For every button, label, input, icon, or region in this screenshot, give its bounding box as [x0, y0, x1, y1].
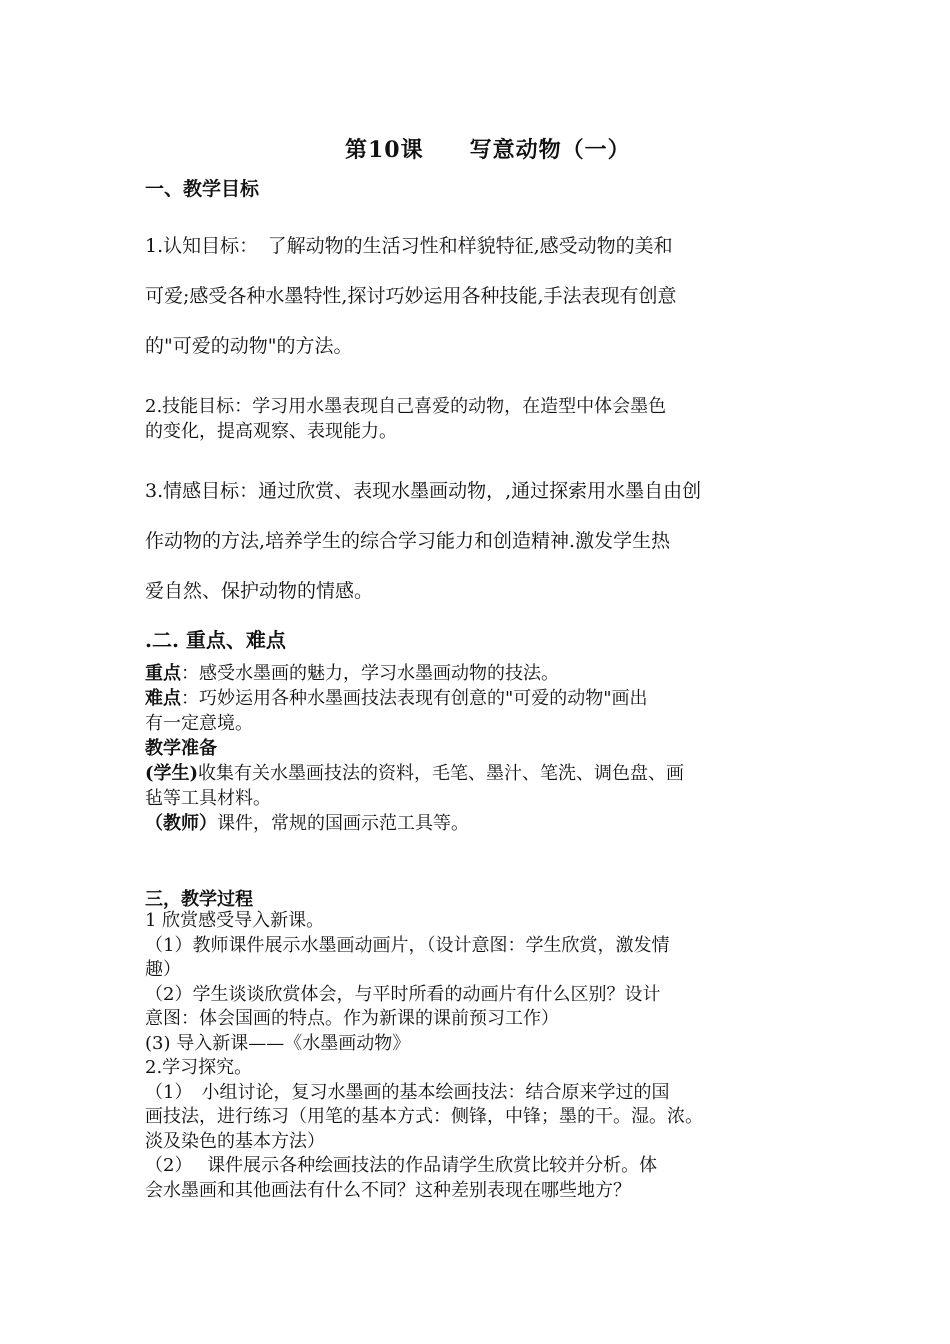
difficulty-text: ：巧妙运用各种水墨画技法表现有创意的"可爱的动物"画出	[181, 688, 648, 709]
text-line: 1 欣赏感受导入新课。	[145, 910, 325, 931]
text-line: 趣）	[145, 959, 181, 980]
text-line: (3) 导入新课——《水墨画动物》	[145, 1032, 411, 1054]
teacher-label: （教师）	[145, 813, 217, 834]
text-line: 3.情感目标：通过欣赏、表现水墨画动物，,通过探索用水墨自由创	[145, 480, 702, 502]
lesson-title: 第10课 写意动物（一）	[345, 137, 631, 163]
key-point-line	[145, 661, 810, 686]
teacher-text: 课件，常规的国画示范工具等。	[217, 813, 469, 834]
student-prep-line	[145, 761, 810, 786]
goal-cognitive	[145, 221, 810, 371]
text-line: 作动物的方法,培养学生的综合学习能力和创造精神.激发学生热	[145, 530, 671, 552]
text-line: 1.认知目标： 了解动物的生活习性和样貌特征,感受动物的美和	[145, 235, 673, 257]
section-heading-key-points: .二. 重点、难点	[145, 628, 286, 652]
text-line: （1）教师课件展示水墨画动画片，（设计意图：学生欣赏，激发情	[145, 934, 670, 956]
key-point-label: 重点	[145, 663, 181, 684]
text-line: 的变化，提高观察、表现能力。	[145, 421, 397, 442]
text-line: 2.技能目标：学习用水墨表现自己喜爱的动物，在造型中体会墨色	[145, 396, 667, 417]
difficulty-label: 难点	[145, 688, 181, 709]
text-line: 2.学习探究。	[145, 1057, 253, 1078]
text-line: 淡及染色的基本方法）	[145, 1130, 325, 1152]
difficulty-line	[145, 686, 810, 711]
student-text: 收集有关水墨画技法的资料，毛笔、墨汁、笔洗、调色盘、画	[198, 763, 685, 784]
text-line: 意图：体会国画的特点。作为新课的课前预习工作）	[145, 1008, 559, 1029]
teacher-prep-line	[145, 811, 810, 836]
student-label: (学生)	[145, 763, 199, 784]
process-block	[145, 909, 810, 1203]
key-points-block	[145, 661, 810, 836]
text-line: 的"可爱的动物"的方法。	[145, 335, 353, 357]
key-point-text: ：感受水墨画的魅力，学习水墨画动物的技法。	[181, 663, 559, 684]
text-line: 可爱;感受各种水墨特性,探讨巧妙运用各种技能,手法表现有创意	[145, 285, 677, 307]
text-line: 会水墨画和其他画法有什么不同？这种差别表现在哪些地方？	[145, 1179, 631, 1201]
text-line: （2）学生谈谈欣赏体会，与平时所看的动画片有什么区别？设计	[145, 983, 661, 1005]
section-heading-objectives: 一、教学目标	[145, 178, 260, 200]
text-line: 爱自然、保护动物的情感。	[145, 580, 374, 602]
text-line: 有一定意境。	[145, 713, 253, 734]
text-line: 画技法，进行练习（用笔的基本方式：侧锋，中锋；墨的干。湿。浓。	[145, 1106, 703, 1127]
text-line: （2） 课件展示各种绘画技法的作品请学生欣赏比较并分析。体	[145, 1155, 658, 1176]
section-heading-process: 三，教学过程	[145, 889, 253, 910]
goal-emotion	[145, 466, 810, 616]
text-line: 毡等工具材料。	[145, 788, 271, 809]
prep-heading: 教学准备	[145, 738, 217, 759]
text-line: （1） 小组讨论，复习水墨画的基本绘画技法：结合原来学过的国	[145, 1081, 670, 1103]
goal-skill	[145, 394, 810, 444]
